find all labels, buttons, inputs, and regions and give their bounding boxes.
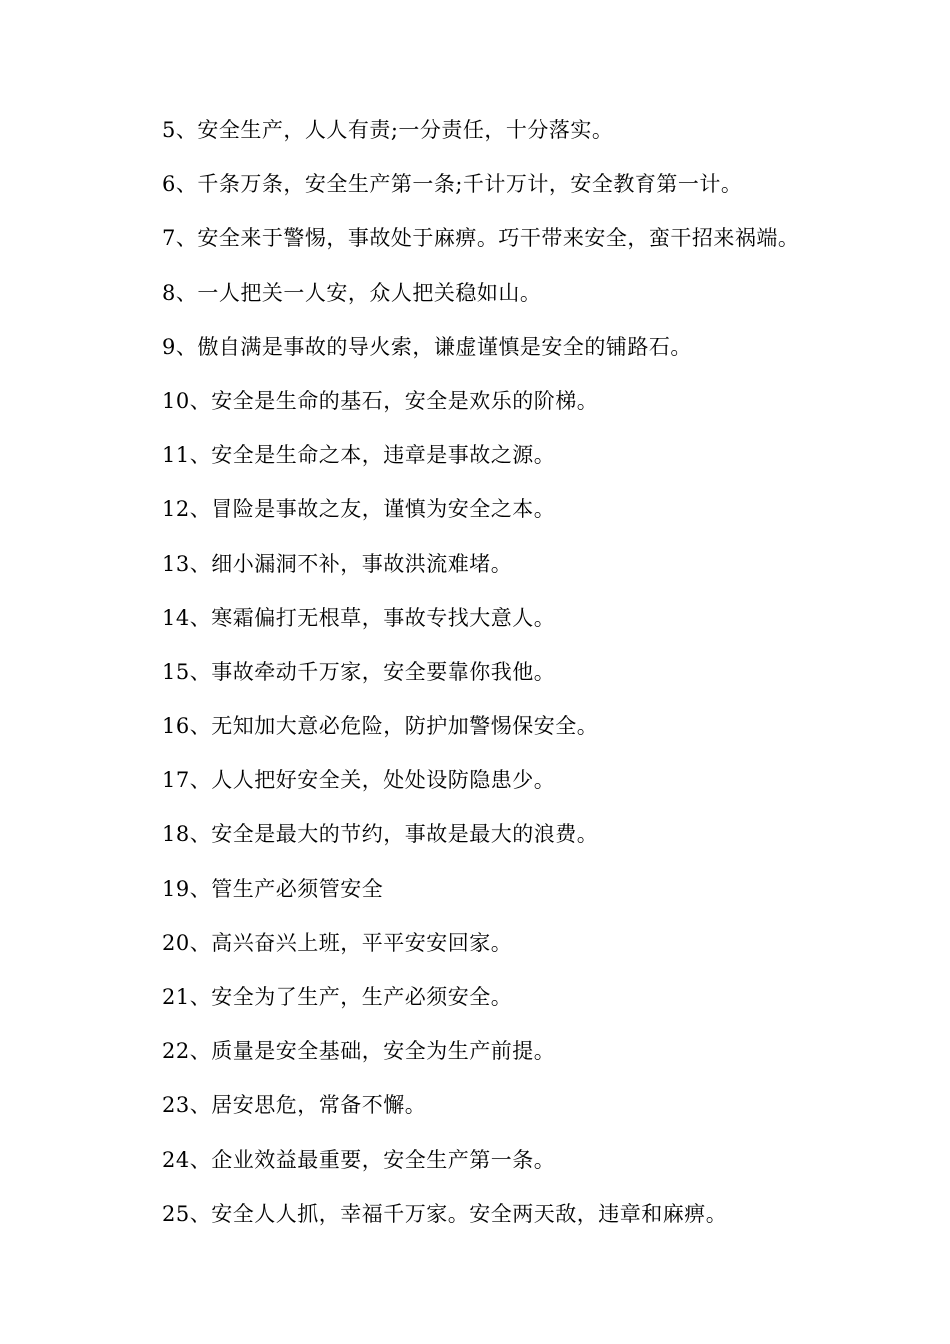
slogan-item: 8、一人把关一人安，众人把关稳如山。: [162, 280, 542, 305]
slogan-item: 6、千条万条，安全生产第一条;千计万计，安全教育第一计。: [162, 172, 743, 197]
slogan-item: 12、冒险是事故之友，谨慎为安全之本。: [162, 497, 556, 522]
slogan-item: 23、居安思危，常备不懈。: [162, 1093, 427, 1118]
slogan-item: 7、安全来于警惕，事故处于麻痹。巧干带来安全，蛮干招来祸端。: [162, 226, 800, 251]
slogan-item: 19、管生产必须管安全: [162, 876, 384, 901]
slogan-item: 11、安全是生命之本，违章是事故之源。: [162, 443, 556, 468]
slogan-item: 18、安全是最大的节约，事故是最大的浪费。: [162, 822, 599, 847]
slogan-item: 22、质量是安全基础，安全为生产前提。: [162, 1039, 556, 1064]
slogan-item: 25、安全人人抓，幸福千万家。安全两天敌，违章和麻痹。: [162, 1201, 728, 1226]
slogan-item: 24、企业效益最重要，安全生产第一条。: [162, 1147, 556, 1172]
slogan-list: [162, 112, 902, 1250]
slogan-item: 9、傲自满是事故的导火索，谦虚谨慎是安全的铺路石。: [162, 334, 692, 359]
slogan-item: 21、安全为了生产，生产必须安全。: [162, 985, 513, 1009]
slogan-item: 20、高兴奋兴上班，平平安安回家。: [162, 930, 513, 955]
slogan-item: 16、无知加大意必危险，防护加警惕保安全。: [162, 714, 599, 739]
slogan-item: 13、细小漏洞不补，事故洪流难堵。: [162, 551, 513, 576]
slogan-item: 5、安全生产，人人有责;一分责任，十分落实。: [162, 118, 614, 142]
slogan-item: 17、人人把好安全关，处处设防隐患少。: [162, 768, 556, 793]
slogan-item: 14、寒霜偏打无根草，事故专找大意人。: [162, 605, 556, 630]
slogan-item: 10、安全是生命的基石，安全是欢乐的阶梯。: [162, 388, 599, 413]
slogan-item: 15、事故牵动千万家，安全要靠你我他。: [162, 659, 556, 684]
